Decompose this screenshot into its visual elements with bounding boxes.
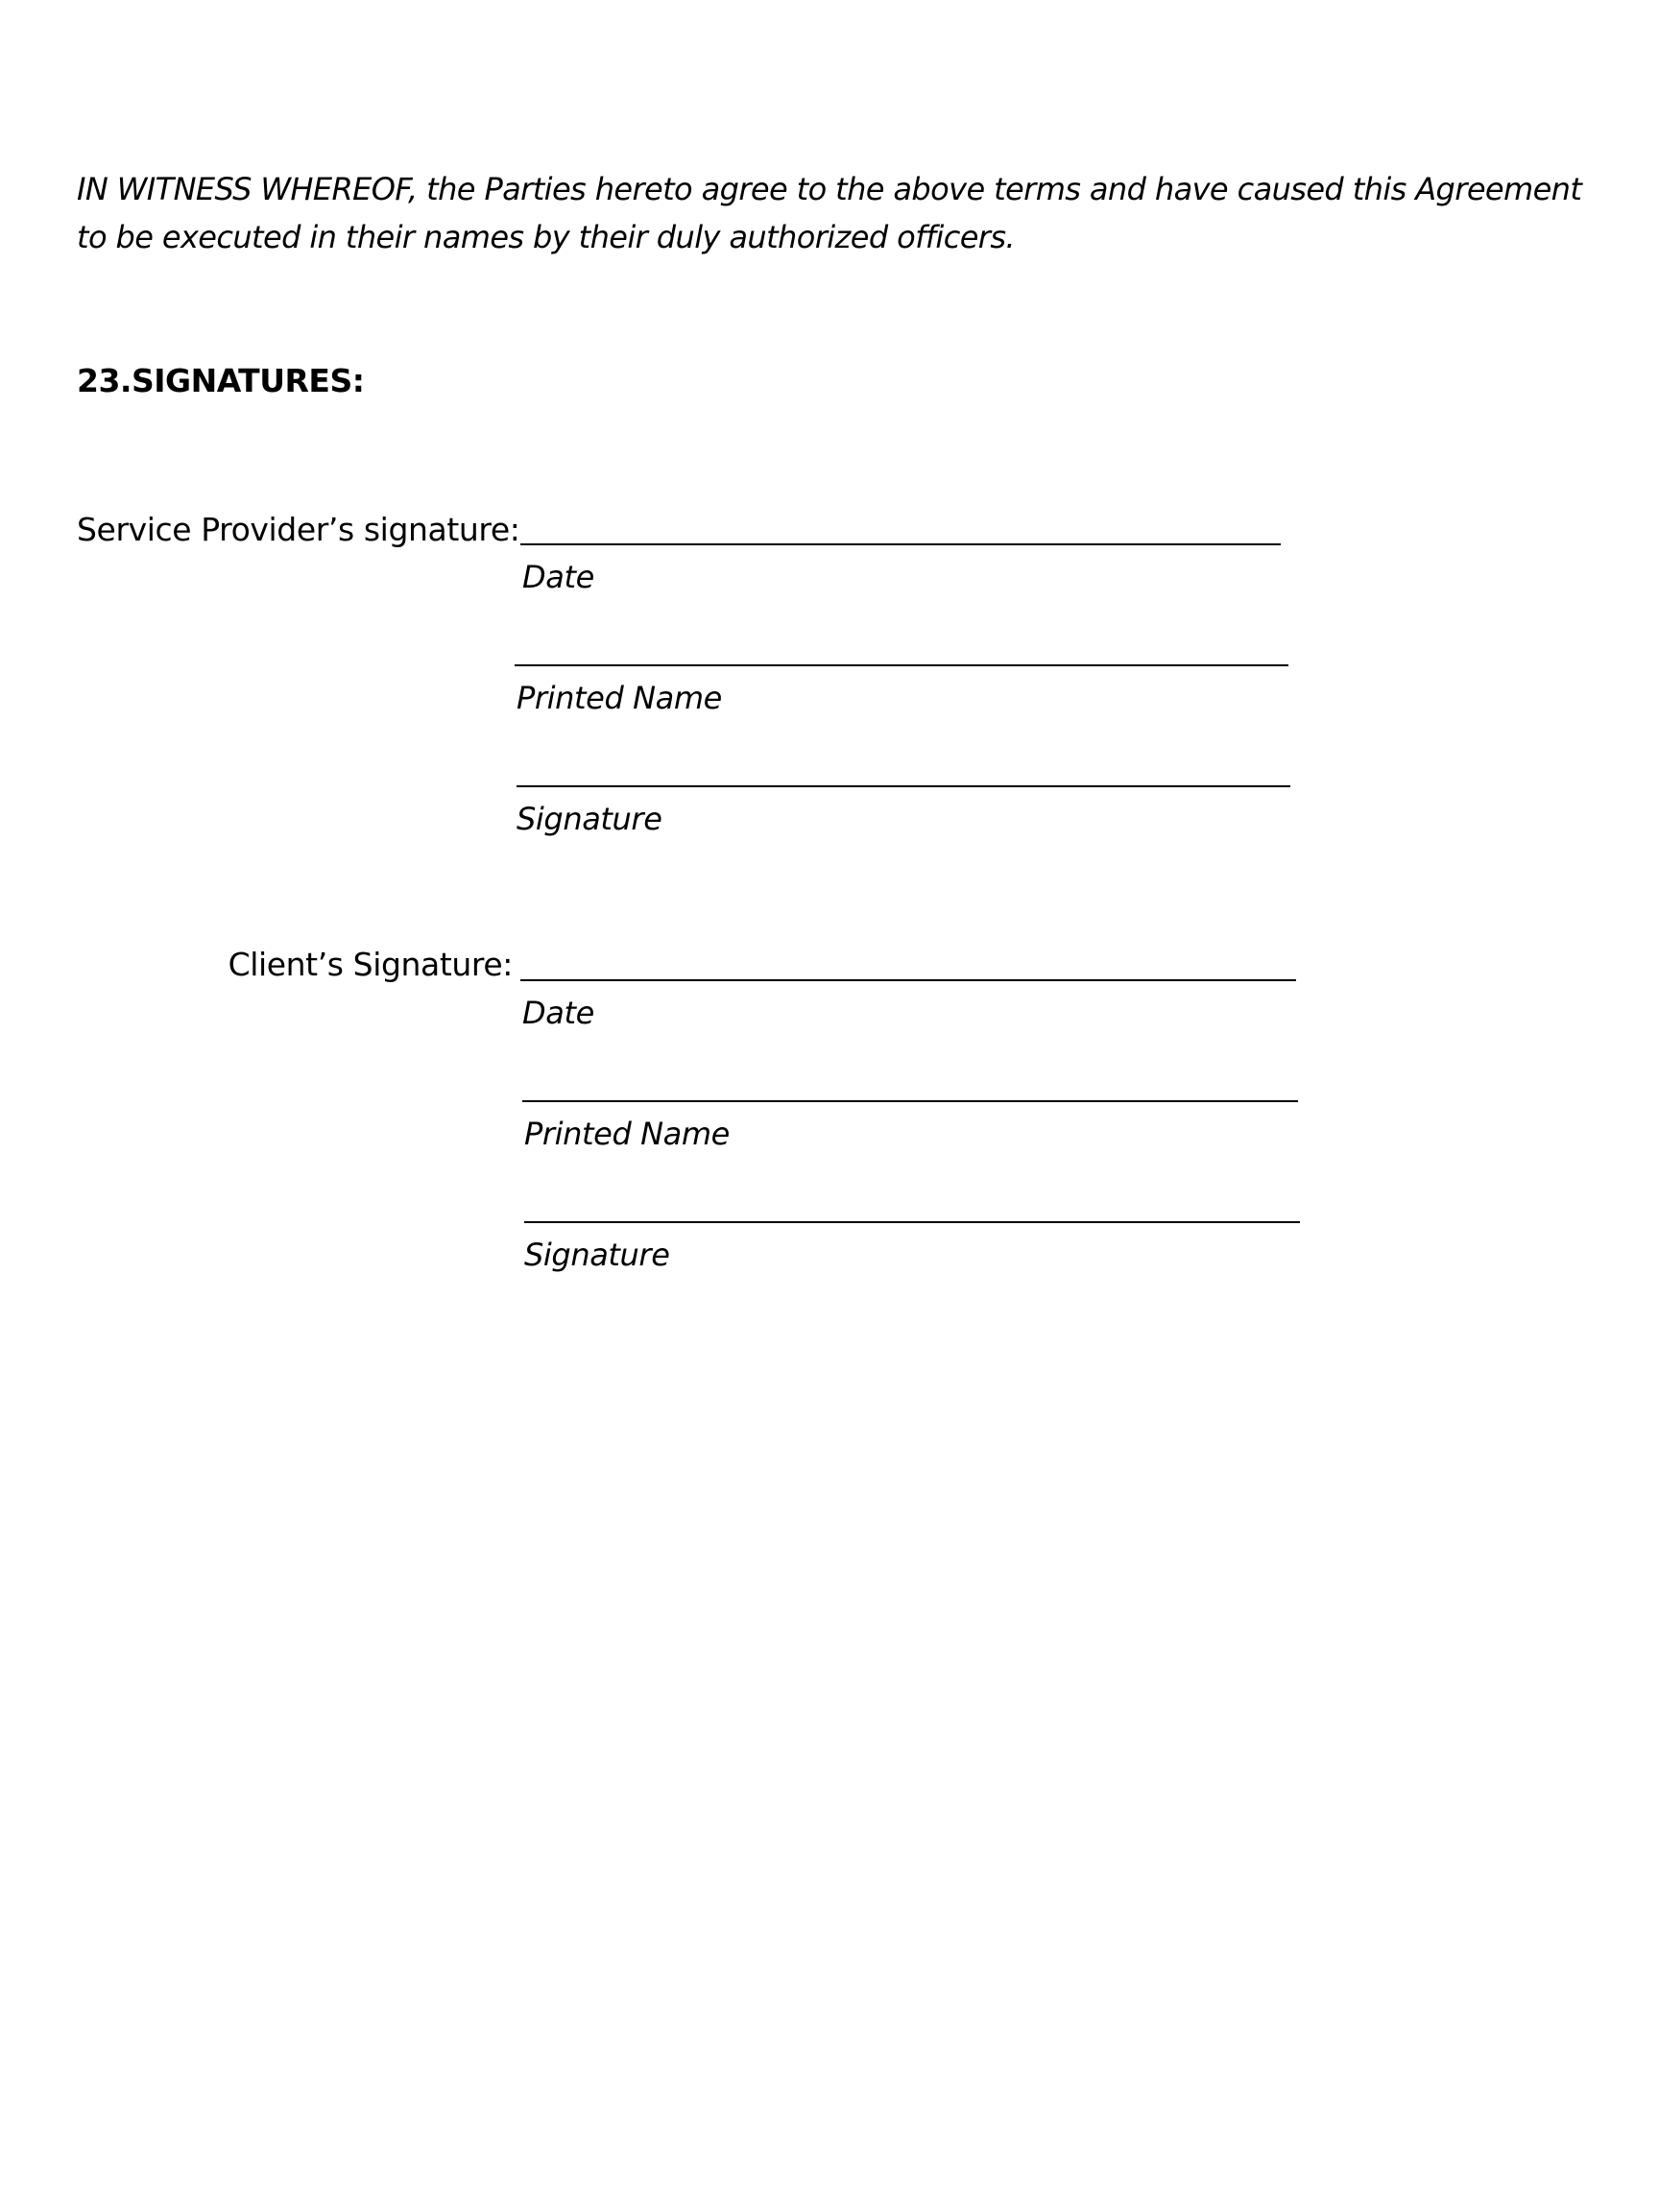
client-printed-name-caption: Printed Name bbox=[524, 1116, 730, 1152]
section-heading: 23.SIGNATURES: bbox=[77, 362, 365, 399]
provider-printed-name-line[interactable] bbox=[515, 664, 1288, 666]
client-printed-name-line[interactable] bbox=[522, 1100, 1298, 1102]
provider-date-caption: Date bbox=[522, 559, 594, 595]
provider-printed-name-caption: Printed Name bbox=[517, 680, 722, 716]
provider-signature-caption: Signature bbox=[517, 801, 662, 837]
client-date-caption: Date bbox=[522, 995, 594, 1031]
client-date-line[interactable] bbox=[520, 979, 1296, 981]
witness-clause: IN WITNESS WHEREOF, the Parties hereto agree to the above terms and have caused this Agreement to be executed in their names by their duly authorized officers. bbox=[77, 171, 1582, 255]
client-signature-line[interactable] bbox=[524, 1221, 1300, 1223]
provider-signature-line[interactable] bbox=[517, 785, 1290, 787]
client-signature-label: Client’s Signature: bbox=[228, 946, 513, 983]
client-signature-caption: Signature bbox=[524, 1237, 670, 1273]
provider-date-line[interactable] bbox=[520, 543, 1281, 545]
provider-signature-label: Service Provider’s signature: bbox=[77, 511, 520, 548]
